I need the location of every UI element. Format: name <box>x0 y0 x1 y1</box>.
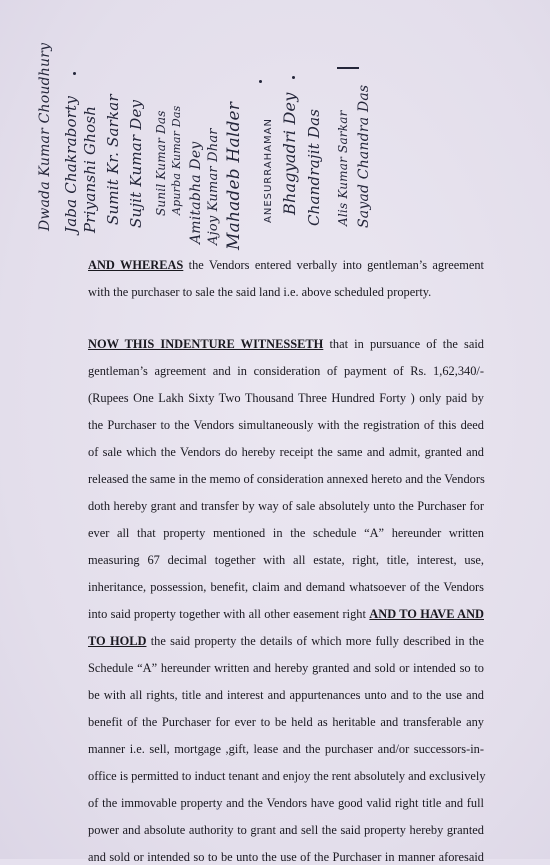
signatures-block <box>0 0 550 250</box>
signature-10: Mahadeb Halder <box>224 101 244 250</box>
signature-9: Ajoy Kumar Dhar <box>206 128 221 245</box>
signature-6: Sunil Kumar Das <box>154 110 168 216</box>
signature-7: Apurba Kumar Das <box>170 105 183 215</box>
heading-and-whereas: AND WHEREAS <box>88 258 184 272</box>
paragraph-2-line-2: gentleman’s agreement and in consideration of payment of Rs. 1,62,340/- <box>88 364 484 378</box>
signature-2: Jaba Chakraborty <box>62 95 80 233</box>
paragraph-2-line-16: manner i.e. sell, mortgage ,gift, lease and the purchaser and/or successors-in- <box>88 742 484 756</box>
heading-and-to-have-and: AND TO HAVE AND <box>369 607 484 621</box>
paragraph-2-line-19: power and absolute authority to grant and sell the said property hereby granted <box>88 823 484 837</box>
signature-3: Priyanshi Ghosh <box>81 105 99 233</box>
signature-1: Dwada Kumar Choudhury <box>37 42 53 231</box>
signature-12: Bhagyadri Dey <box>280 92 299 215</box>
paragraph-1-line-1 <box>88 258 484 273</box>
paragraph-2-line-9: measuring 67 decimal together with all estate, right, title, interest, use, <box>88 553 484 567</box>
heading-now-this-indenture: NOW THIS INDENTURE WITNESSETH <box>88 337 324 351</box>
signature-dot <box>259 80 262 83</box>
paragraph-2-line-14: be with all rights, title and interest and appurtenances unto and to the use and <box>88 688 484 702</box>
paragraph-2-line-6: released the same in the memo of consideration annexed hereto and the Vendors <box>88 472 485 486</box>
signature-4: Sumit Kr. Sarkar <box>104 94 122 225</box>
signature-15: Sayad Chandra Das <box>356 84 372 228</box>
paragraph-2-line-1 <box>88 337 484 352</box>
paragraph-2-line-10: inheritance, possession, benefit, claim and demand whatsoever of the Vendors <box>88 580 484 594</box>
text-span: the Vendors entered verbally into gentleman’s agreement <box>183 258 484 272</box>
paragraph-2-line-5: of sale which the Vendors do hereby receipt the same and admit, granted and <box>88 445 484 459</box>
paragraph-2-line-20: and sold or intended so to be unto the use of the Purchaser in manner aforesaid <box>88 850 484 864</box>
signature-14: Alis Kumar Sarkar <box>336 110 350 226</box>
heading-to-hold: TO HOLD <box>88 634 147 648</box>
signature-13: Chandrajit Das <box>305 108 323 226</box>
text-span: that in pursuance of the said <box>323 337 484 351</box>
text-span: into said property together with all other easement right <box>88 607 370 621</box>
paragraph-2-line-8: ever all that property mentioned in the schedule “A” hereunder written <box>88 526 484 540</box>
paragraph-2-line-3: (Rupees One Lakh Sixty Two Thousand Three Hundred Forty ) only paid by <box>88 391 484 405</box>
paragraph-2-line-7: doth hereby grant and transfer by way of sale absolutely unto the Purchaser for <box>88 499 484 513</box>
paragraph-2-line-13: Schedule “A” hereunder written and hereby granted and sold or intended so to <box>88 661 484 675</box>
paragraph-2-line-17: office is permitted to induct tenant and enjoy the rent absolutely and exclusively <box>88 769 486 783</box>
paragraph-2-line-15: benefit of the Purchaser for ever to be held as heritable and transferable any <box>88 715 484 729</box>
signature-dot <box>73 72 76 75</box>
paragraph-2-line-12 <box>88 634 484 649</box>
signature-11: ANESURRAHAMAN <box>263 118 274 223</box>
signature-underline <box>337 67 359 69</box>
signature-dot <box>292 76 295 79</box>
signature-8: Amitabha Dey <box>188 141 204 244</box>
paragraph-2-line-4: the Purchaser to the Vendors simultaneously with the registration of this deed <box>88 418 484 432</box>
text-span: the said property the details of which more fully described in the <box>146 634 484 648</box>
paragraph-2-line-11 <box>88 607 484 622</box>
signature-5: Sujit Kumar Dey <box>127 99 145 228</box>
paragraph-1-line-2: with the purchaser to sale the said land i.e. above scheduled property. <box>88 285 432 299</box>
paragraph-2-line-18: of the immovable property and the Vendors have good valid right title and full <box>88 796 484 810</box>
